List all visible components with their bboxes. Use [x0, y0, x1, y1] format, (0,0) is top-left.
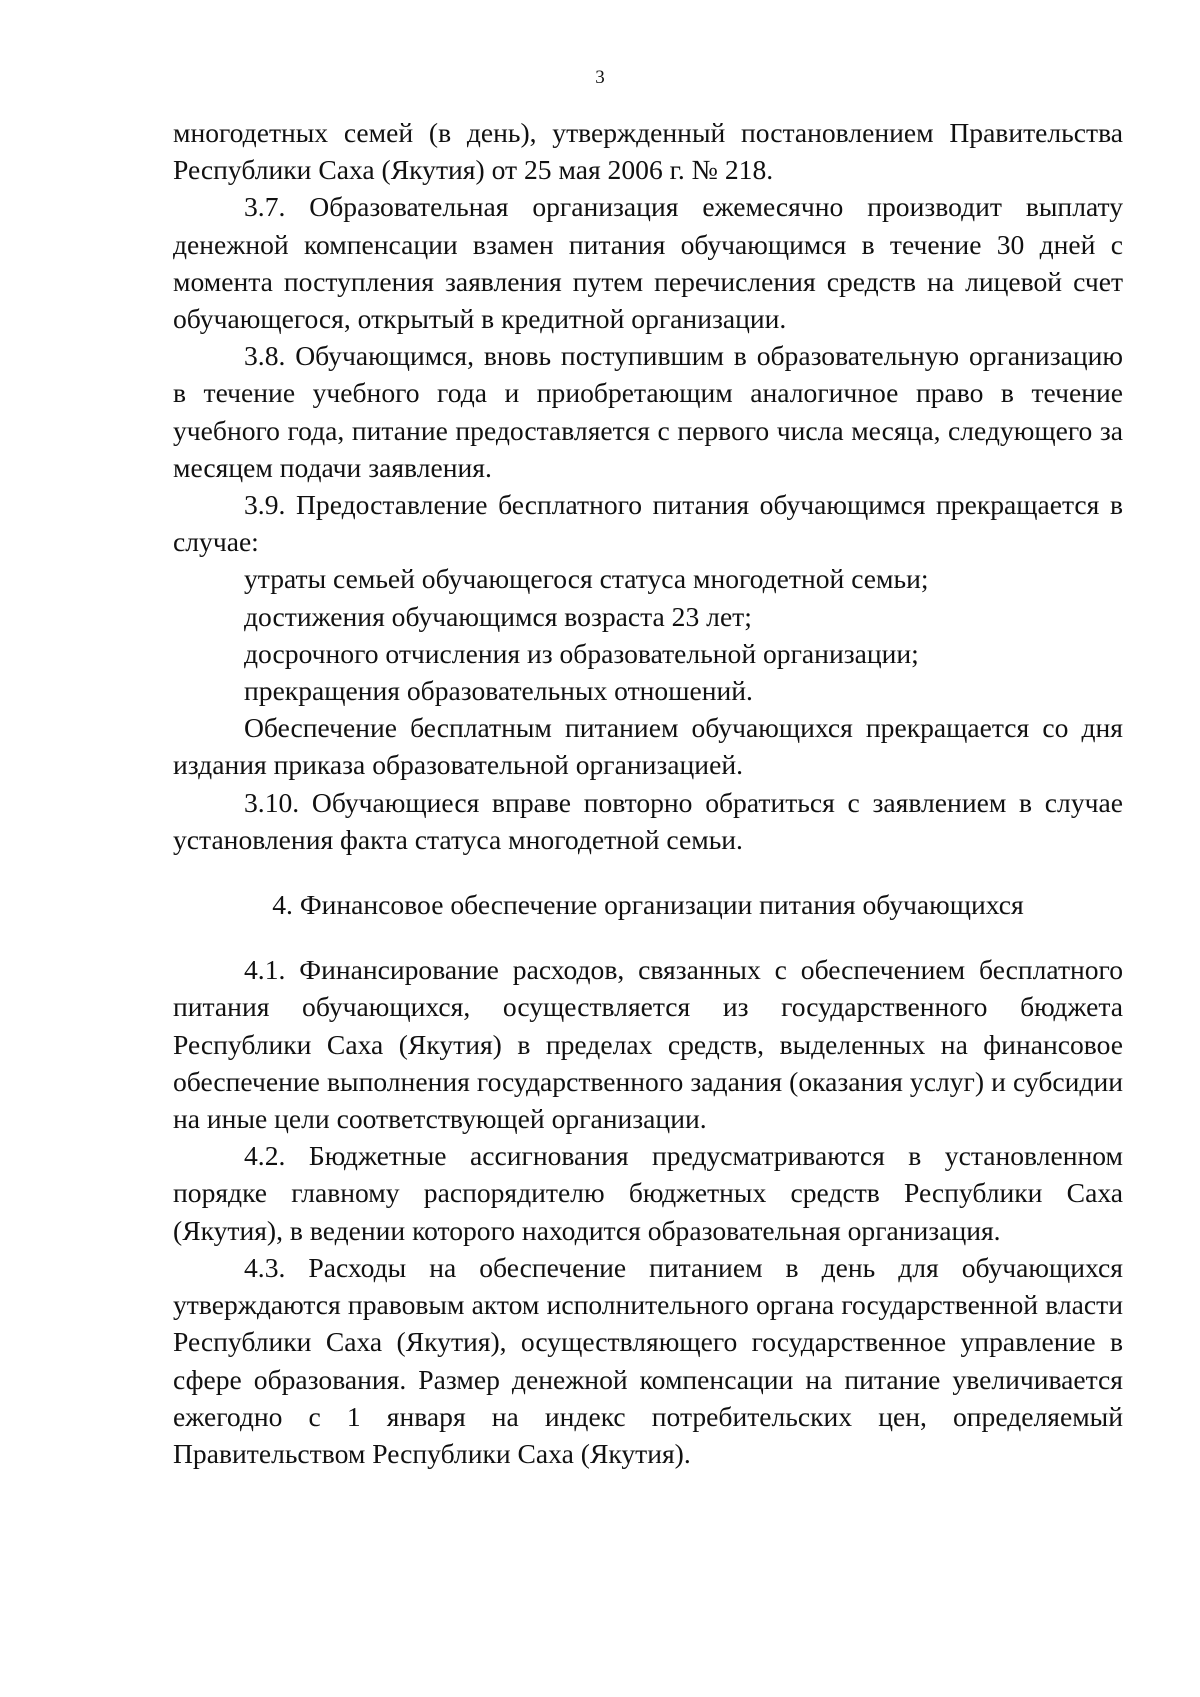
- paragraph-3-7: 3.7. Образовательная организация ежемесячно производит выплату денежной компенсации взамен питания обучающимся в течение 30 дней с момента поступления заявления путем перечисления средств на лицевой счет обучающегося, открытый в кредитной организации.: [173, 191, 1123, 335]
- page-number: 3: [595, 67, 605, 88]
- list-item: достижения обучающимся возраста 23 лет;: [244, 600, 752, 632]
- paragraph-4-1: 4.1. Финансирование расходов, связанных с обеспечением бесплатного питания обучающихся, осуществляется из государственного бюджета Республики Саха (Якутия) в пределах средств, выделенных на финансовое обеспечение выполнения государственного задания (оказания услуг) и субсидии на иные цели соответствующей организации.: [173, 954, 1123, 1135]
- paragraph-3-10: 3.10. Обучающиеся вправе повторно обратиться с заявлением в случае установления факта статуса многодетной семьи.: [173, 786, 1123, 855]
- paragraph-3-9: 3.9. Предоставление бесплатного питания обучающимся прекращается в случае:: [173, 489, 1123, 558]
- paragraph-4-2: 4.2. Бюджетные ассигнования предусматриваются в установленном порядке главному распорядителю бюджетных средств Республики Саха (Якутия), в ведении которого находится образовательная организация.: [173, 1140, 1123, 1246]
- list-item: прекращения образовательных отношений.: [244, 675, 753, 707]
- document-body: [173, 114, 1123, 1472]
- paragraph-continuation: многодетных семей (в день), утвержденный постановлением Правительства Республики Саха (Якутия) от 25 мая 2006 г. № 218.: [173, 117, 1123, 186]
- paragraph-termination: Обеспечение бесплатным питанием обучающихся прекращается со дня издания приказа образовательной организацией.: [173, 712, 1123, 781]
- section-heading: 4. Финансовое обеспечение организации питания обучающихся: [272, 889, 1024, 921]
- list-item: утраты семьей обучающегося статуса многодетной семьи;: [244, 563, 929, 595]
- paragraph-4-3: 4.3. Расходы на обеспечение питанием в день для обучающихся утверждаются правовым актом исполнительного органа государственной власти Республики Саха (Якутия), осуществляющего государственное управление в сфере образования. Размер денежной компенсации на питание увеличивается ежегодно с 1 января на индекс потребительских цен, определяемый Правительством Республики Саха (Якутия).: [173, 1251, 1123, 1469]
- list-item: досрочного отчисления из образовательной организации;: [244, 637, 919, 669]
- paragraph-3-8: 3.8. Обучающимся, вновь поступившим в образовательную организацию в течение учебного года и приобретающим аналогичное право в течение учебного года, питание предоставляется с первого числа месяца, следующего за месяцем подачи заявления.: [173, 340, 1123, 483]
